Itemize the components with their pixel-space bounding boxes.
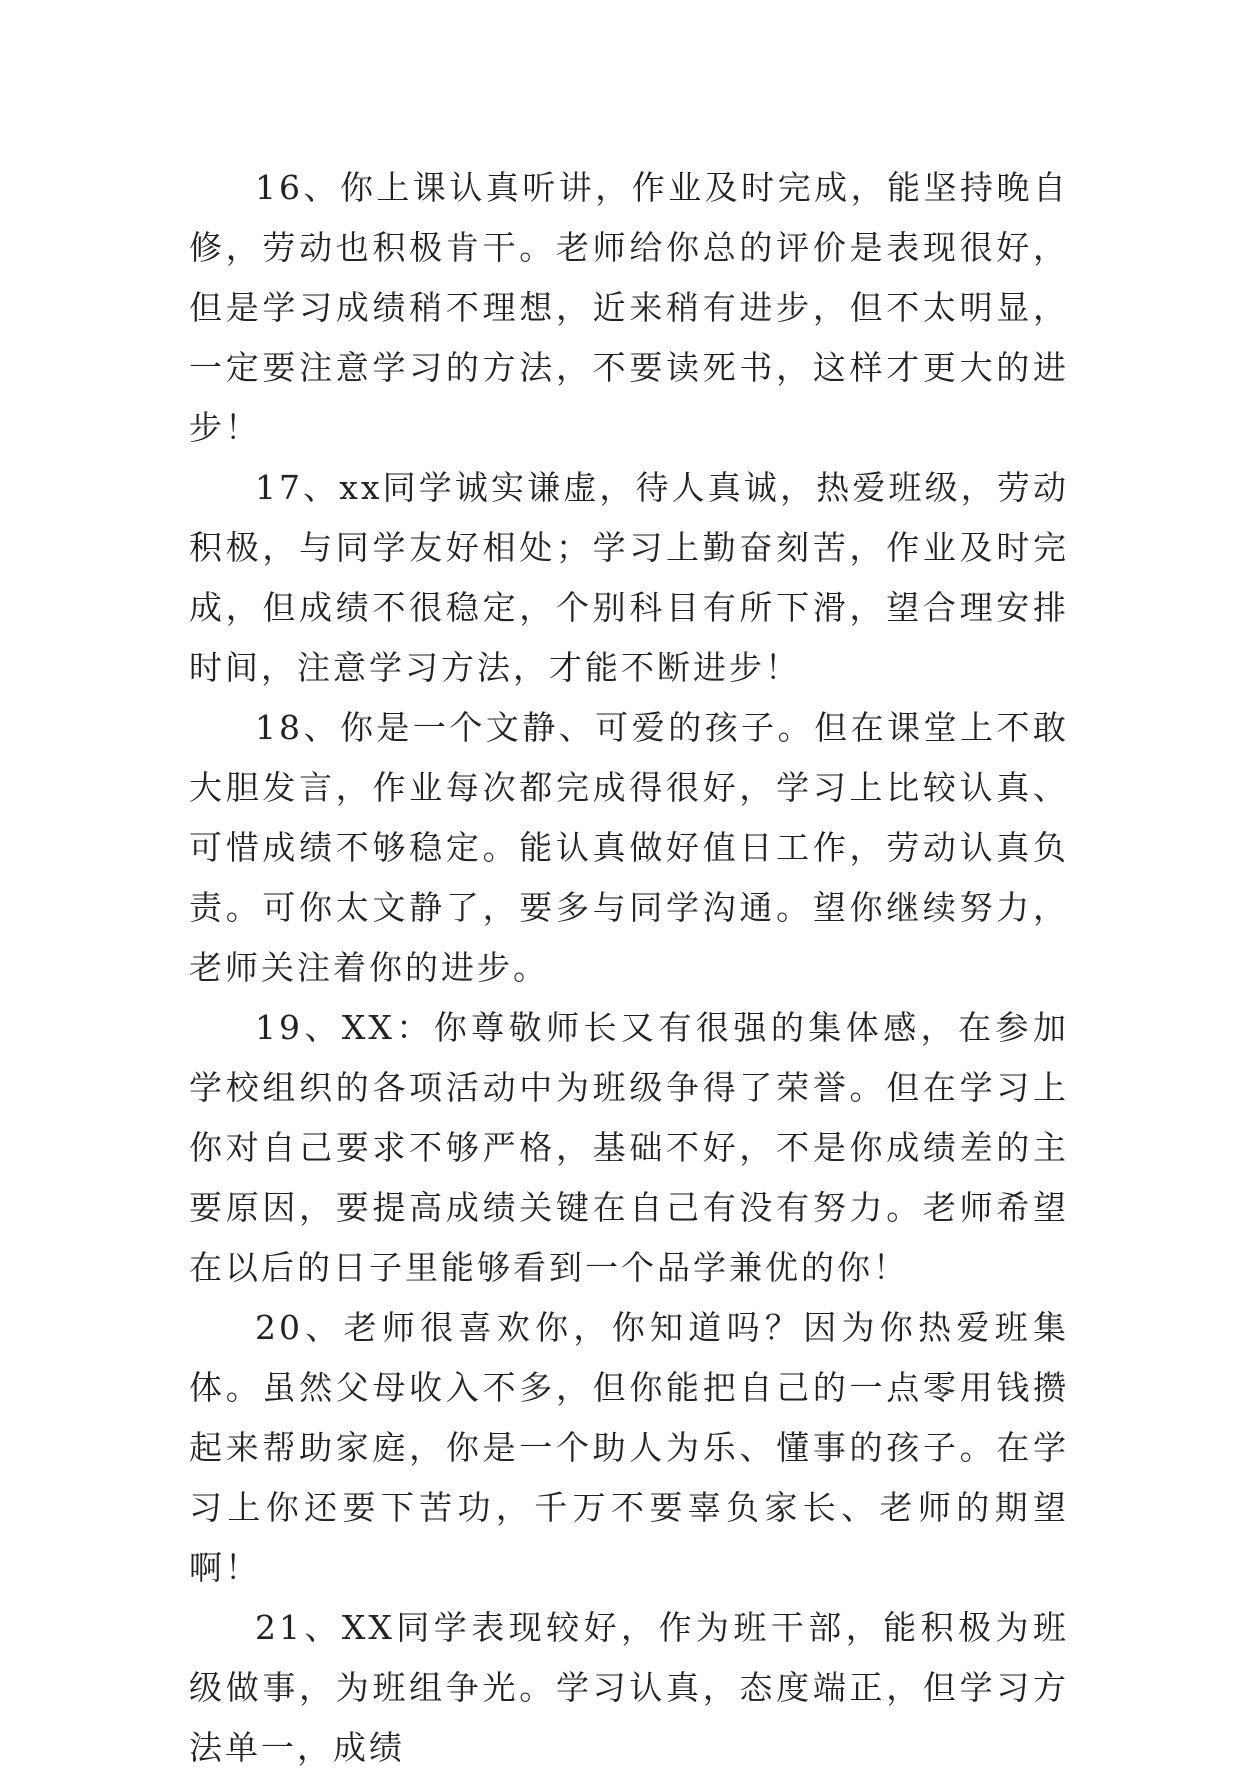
comment-paragraph-21: 21、XX同学表现较好，作为班干部，能积极为班级做事，为班组争光。学习认真，态度端正，但学习方法单一，成绩 bbox=[189, 1608, 1069, 1767]
document-page bbox=[189, 158, 1069, 1778]
comment-paragraph-17: 17、xx同学诚实谦虚，待人真诚，热爱班级，劳动积极，与同学友好相处；学习上勤奋刻苦，作业及时完成，但成绩不很稳定，个别科目有所下滑，望合理安排时间，注意学习方法，才能不断进步！ bbox=[189, 468, 1069, 687]
comment-paragraph-19: 19、XX：你尊敬师长又有很强的集体感，在参加学校组织的各项活动中为班级争得了荣誉。但在学习上你对自己要求不够严格，基础不好，不是你成绩差的主要原因，要提高成绩关键在自己有没有努力。老师希望在以后的日子里能够看到一个品学兼优的你！ bbox=[189, 1008, 1069, 1287]
comment-paragraph-16: 16、你上课认真听讲，作业及时完成，能坚持晚自修，劳动也积极肯干。老师给你总的评价是表现很好，但是学习成绩稍不理想，近来稍有进步，但不太明显，一定要注意学习的方法，不要读死书，这样才更大的进步！ bbox=[189, 168, 1069, 447]
comment-paragraph-20: 20、老师很喜欢你，你知道吗？因为你热爱班集体。虽然父母收入不多，但你能把自己的一点零用钱攒起来帮助家庭，你是一个助人为乐、懂事的孩子。在学习上你还要下苦功，千万不要辜负家长、老师的期望啊！ bbox=[189, 1308, 1069, 1587]
comment-paragraph-18: 18、你是一个文静、可爱的孩子。但在课堂上不敢大胆发言，作业每次都完成得很好，学习上比较认真、可惜成绩不够稳定。能认真做好值日工作，劳动认真负责。可你太文静了，要多与同学沟通。望你继续努力，老师关注着你的进步。 bbox=[189, 708, 1069, 987]
